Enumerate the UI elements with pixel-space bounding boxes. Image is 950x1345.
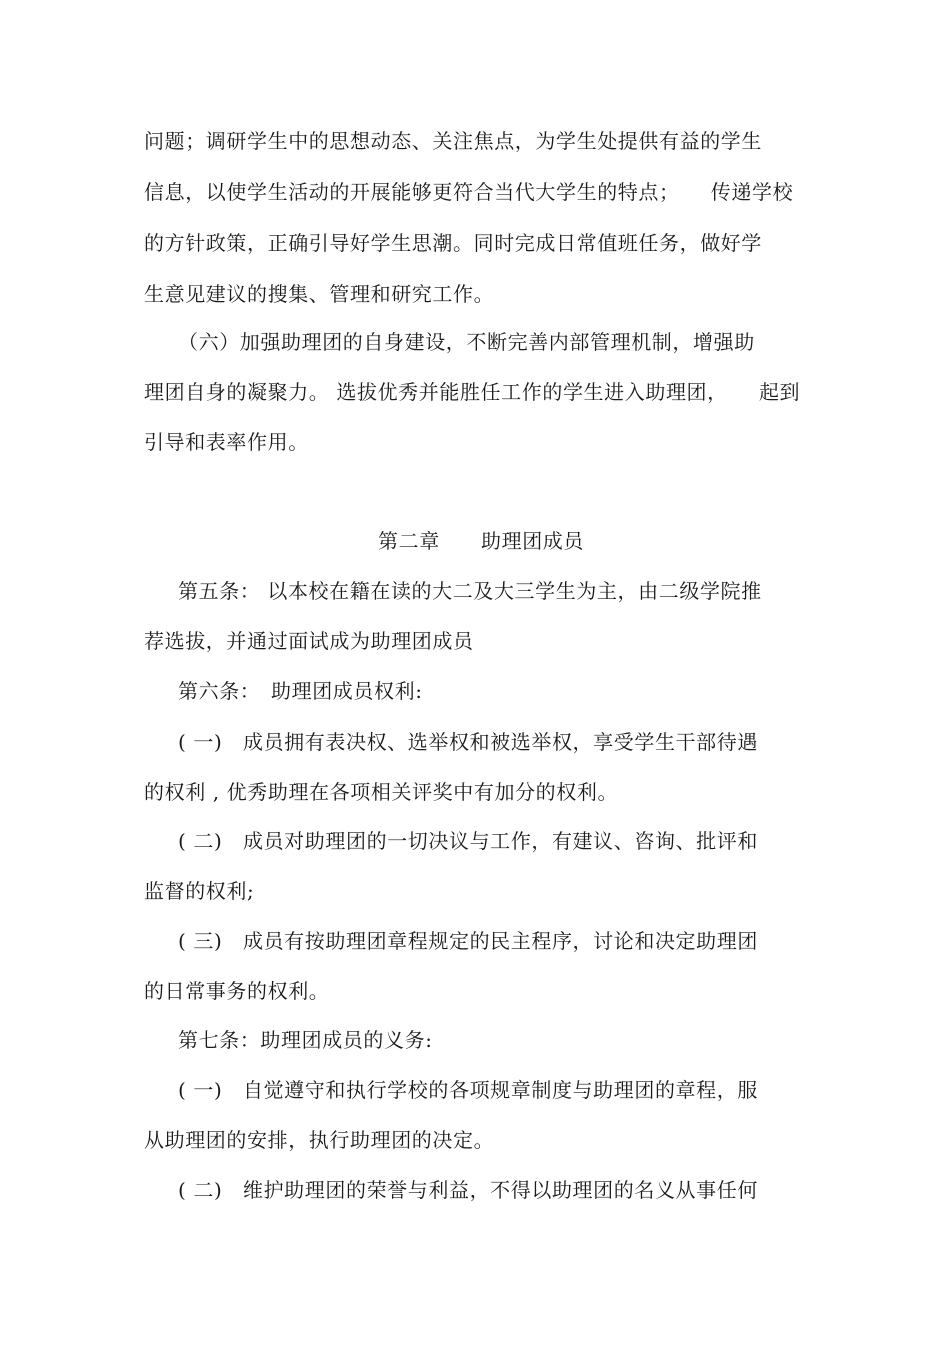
article6-title: 第六条： 助理团成员权利: [178, 679, 423, 703]
paragraph-line: 信息，以使学生活动的开展能够更符合当代大学生的特点； 传递学校 [144, 180, 794, 204]
item-six-line: （六）加强助理团的自身建设，不断完善内部管理机制，增强助 [178, 330, 755, 354]
article7-item-line: ( 一) 自觉遵守和执行学校的各项规章制度与助理团的章程，服 [178, 1078, 758, 1102]
article6-item-line: 的日常事务的权利。 [144, 979, 330, 1003]
paragraph-line: 问题；调研学生中的思想动态、关注焦点，为学生处提供有益的学生 [144, 129, 762, 153]
article7-title: 第七条：助理团成员的义务: [178, 1028, 433, 1052]
paragraph-line: 的方针政策，正确引导好学生思潮。同时完成日常值班任务，做好学 [144, 231, 762, 255]
article5-line: 荐选拔，并通过面试成为助理团成员 [144, 629, 474, 653]
article5-line: 第五条： 以本校在籍在读的大二及大三学生为主，由二级学院推 [178, 579, 762, 603]
item-six-line: 引导和表率作用。 [144, 430, 309, 454]
chapter-title: 第二章 助理团成员 [378, 529, 584, 553]
article6-item-line: 的权利 , 优秀助理在各项相关评奖中有加分的权利。 [144, 780, 619, 804]
paragraph-line: 生意见建议的搜集、管理和研究工作。 [144, 282, 495, 306]
article7-item-line: 从助理团的安排，执行助理团的决定。 [144, 1128, 495, 1152]
article6-item-line: ( 三) 成员有按助理团章程规定的民主程序，讨论和决定助理团 [178, 929, 758, 953]
article6-item-line: ( 一) 成员拥有表决权、选举权和被选举权，享受学生干部待遇 [178, 730, 758, 754]
item-six-line: 理团自身的凝聚力。 选拔优秀并能胜任工作的学生进入助理团， 起到 [144, 380, 801, 404]
article6-item-line: ( 二) 成员对助理团的一切决议与工作，有建议、咨询、批评和 [178, 829, 758, 853]
article7-item-line: ( 二) 维护助理团的荣誉与利益，不得以助理团的名义从事任何 [178, 1178, 758, 1202]
article6-item-line: 监督的权利; [144, 879, 255, 903]
